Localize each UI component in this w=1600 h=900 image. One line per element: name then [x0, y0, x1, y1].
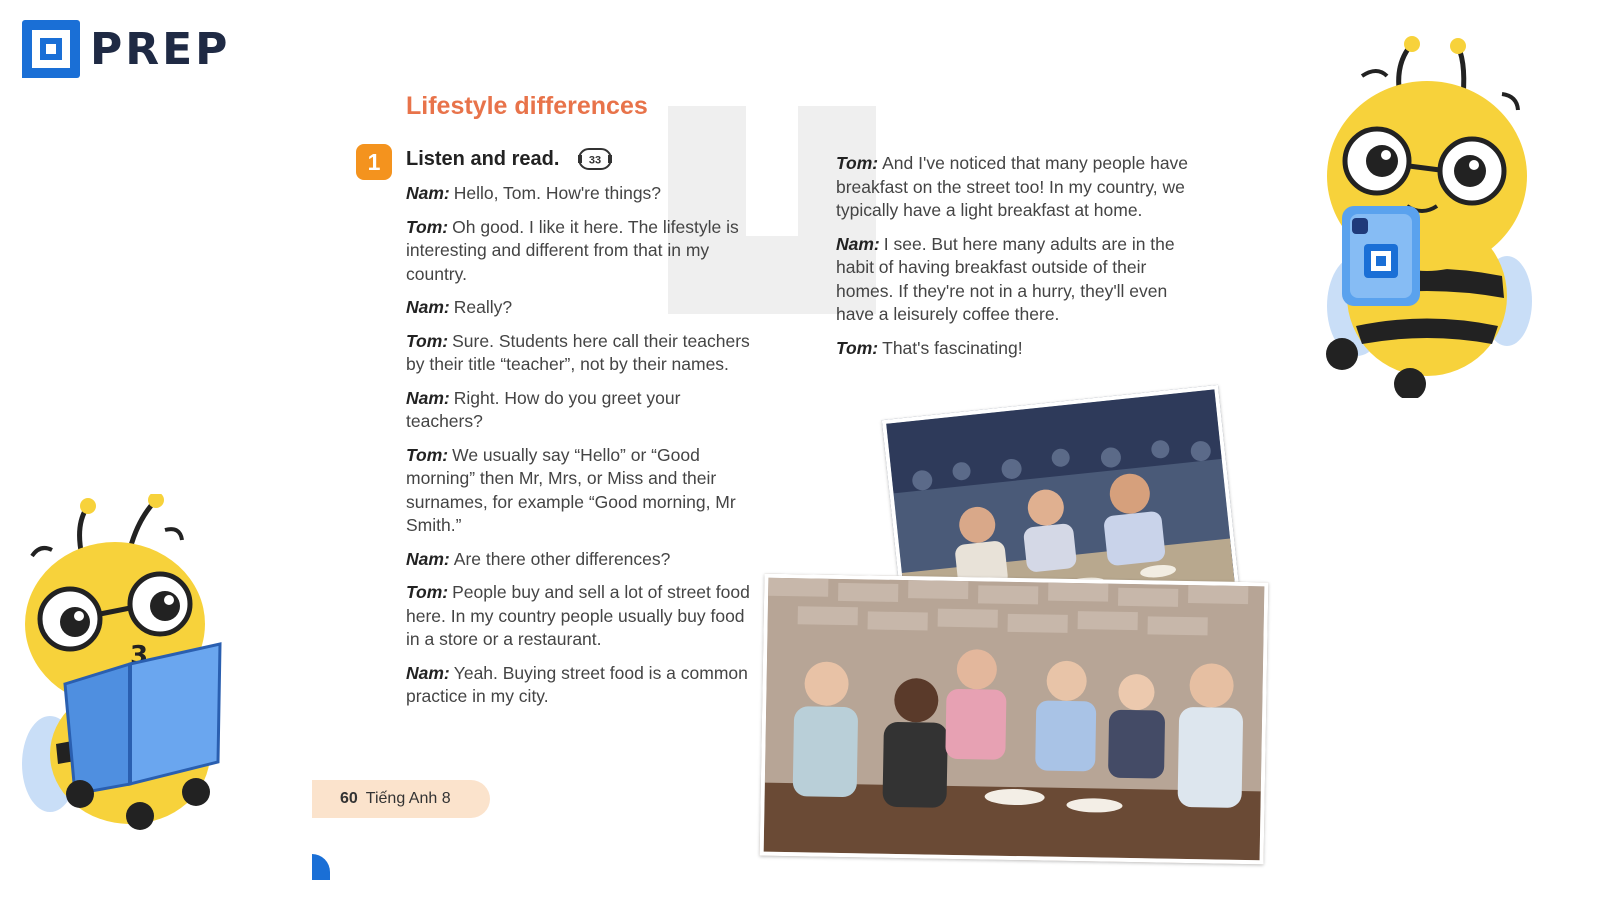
line-text: Are there other differences?	[453, 548, 671, 569]
line-text: Sure. Students here call their teachers by their title “teacher”, not by their names.	[406, 330, 750, 374]
page-number: 60	[340, 790, 358, 807]
dialogue-right-column	[836, 152, 1196, 370]
audio-track-number: 33	[588, 154, 602, 167]
task-number-badge: 1	[356, 144, 392, 180]
speaker: Tom:	[836, 153, 879, 173]
dialogue-line	[836, 233, 1196, 327]
speaker: Nam:	[406, 183, 450, 203]
dialogue-line	[406, 444, 758, 538]
dialogue-line	[836, 337, 1196, 361]
prep-logo-icon	[22, 20, 80, 78]
book-title: Tiếng Anh 8	[365, 790, 451, 807]
line-text: That's fascinating!	[882, 337, 1023, 358]
speaker: Tom:	[406, 330, 449, 351]
restaurant-family-photo	[760, 574, 1269, 865]
speaker: Tom:	[406, 216, 449, 237]
dialogue-line	[406, 216, 758, 287]
bee-mascot-book	[20, 494, 232, 834]
speaker: Nam:	[406, 387, 450, 408]
speaker: Nam:	[836, 233, 880, 254]
dialogue-line	[406, 548, 758, 572]
dialogue-line	[836, 152, 1196, 223]
line-text: And I've noticed that many people have breakfast on the street too! In my country, we typically have a light breakfast at home.	[836, 153, 1189, 220]
dialogue-line	[406, 387, 758, 434]
prep-logo[interactable]	[22, 20, 230, 78]
bee-mascot-phone	[1322, 36, 1532, 398]
speaker: Tom:	[406, 582, 449, 602]
task-title: Listen and read.	[406, 148, 560, 170]
svg-text:3: 3	[130, 641, 149, 671]
line-text: Right. How do you greet your teachers?	[406, 387, 681, 431]
dialogue-left-column	[406, 182, 758, 719]
speaker: Nam:	[406, 297, 450, 317]
dialogue-line	[406, 296, 758, 320]
dialogue-line	[406, 330, 758, 377]
line-text: Really?	[453, 297, 513, 317]
line-text: Oh good. I like it here. The lifestyle is interesting and different from that in my country.	[406, 216, 739, 284]
lesson-title: Lifestyle differences	[406, 92, 648, 120]
line-text: People buy and sell a lot of street food here. In my country people usually buy food in a store or a restaurant.	[406, 582, 750, 649]
dialogue-line	[406, 182, 758, 206]
line-text: Hello, Tom. How're things?	[453, 183, 662, 203]
line-text: I see. But here many adults are in the habit of having breakfast outside of their homes. If they're not in a hurry, they'll even have a leisurely coffee there.	[836, 233, 1175, 324]
speaker: Tom:	[406, 444, 449, 465]
speaker: Nam:	[406, 662, 450, 683]
page-footer	[312, 780, 490, 818]
line-text: We usually say “Hello” or “Good morning” then Mr, Mrs, or Miss and their surnames, for example “Good morning, Mr Smith.”	[406, 444, 736, 535]
page-corner-decoration	[312, 854, 330, 880]
audio-track-icon[interactable]	[578, 148, 612, 170]
dialogue-line	[406, 662, 758, 709]
speaker: Nam:	[406, 548, 450, 569]
prep-logo-text: PREP	[90, 23, 231, 75]
dialogue-line	[406, 581, 758, 652]
line-text: Yeah. Buying street food is a common practice in my city.	[406, 662, 748, 706]
speaker: Tom:	[836, 337, 879, 358]
